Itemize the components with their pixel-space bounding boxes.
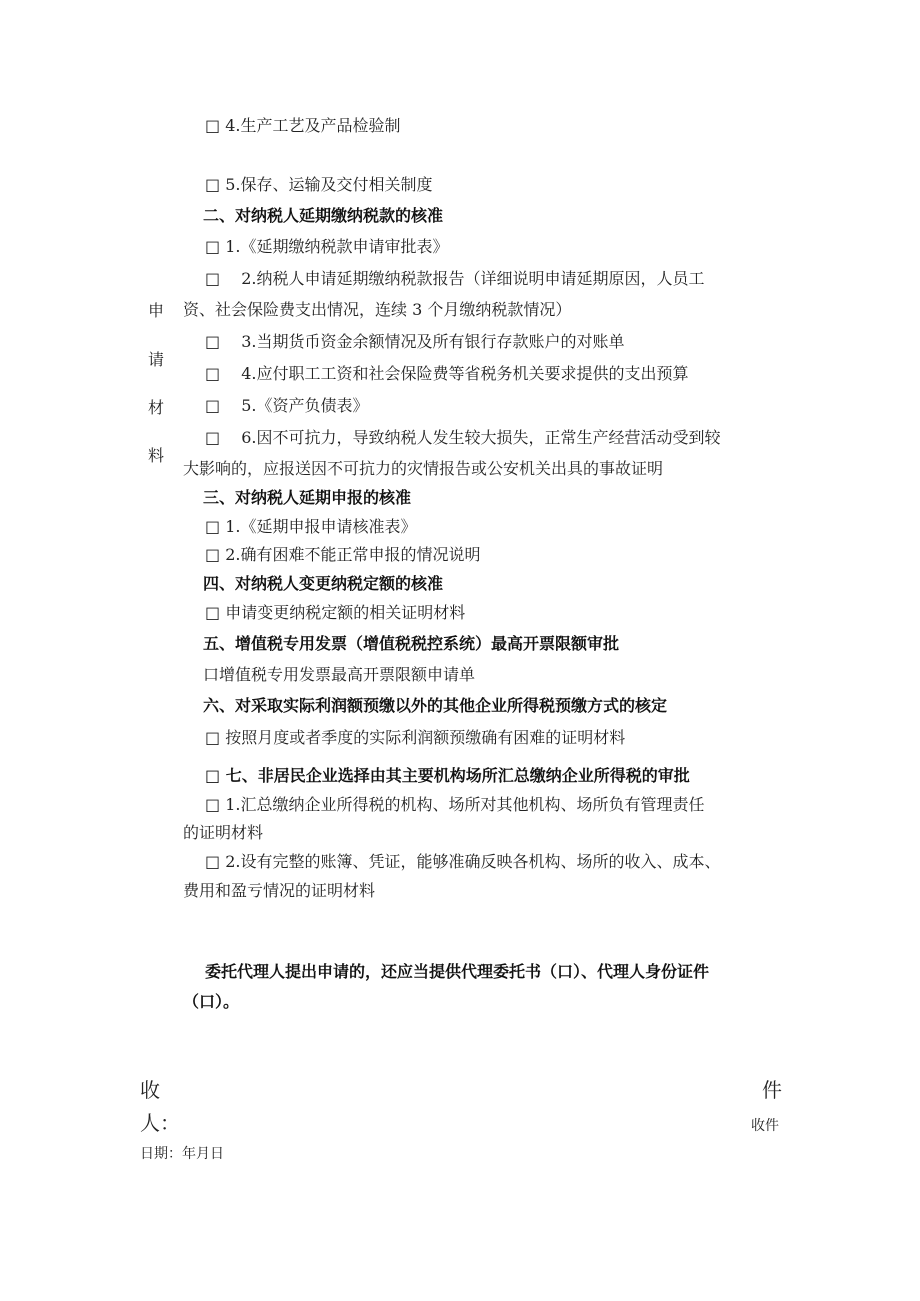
checklist-item: □ 按照月度或者季度的实际利润额预缴确有困难的证明材料 [205,728,626,747]
checklist-item: □ 2.设有完整的账簿、凭证，能够准确反映各机构、场所的收入、成本、 [205,852,721,871]
section-heading: 四、对纳税人变更纳税定额的核准 [203,574,444,593]
checklist-item: □ 1.汇总缴纳企业所得税的机构、场所对其他机构、场所负有管理责任 [205,795,705,814]
section-heading: 二、对纳税人延期缴纳税款的核准 [203,206,444,225]
checklist-item: □ 3.当期货币资金余额情况及所有银行存款账户的对账单 [205,332,625,351]
checklist-item-continued: 资、社会保险费支出情况，连续 3 个月缴纳税款情况） [183,300,572,319]
checklist-item: 口增值税专用发票最高开票限额申请单 [203,665,476,684]
checklist-item: □ 2.确有困难不能正常申报的情况说明 [205,545,481,564]
piece-label: 件 [762,1078,782,1102]
checklist-item: □ 1.《延期缴纳税款申请审批表》 [205,237,449,256]
checklist-item: □ 5.保存、运输及交付相关制度 [205,175,433,194]
checklist-item-continued: 的证明材料 [183,823,264,842]
checklist-item-continued: 大影响的，应报送因不可抗力的灾情报告或公安机关出具的事故证明 [183,459,664,478]
checklist-item: □ 4.应付职工工资和社会保险费等省税务机关要求提供的支出预算 [205,364,689,383]
agent-note-line: （口）。 [183,992,240,1011]
checklist-item: □ 申请变更纳税定额的相关证明材料 [205,603,466,622]
checklist-item: □ 6.因不可抗力，导致纳税人发生较大损失，正常生产经营活动受到较 [205,428,721,447]
receiver-label: 人： [140,1111,180,1135]
receipt-label: 收件 [751,1118,779,1134]
receiver-label: 收 [140,1078,160,1102]
section-heading: □ 七、非居民企业选择由其主要机构场所汇总缴纳企业所得税的审批 [205,766,690,785]
checklist-item: □ 4.生产工艺及产品检验制 [205,116,401,135]
section-heading: 六、对采取实际利润额预缴以外的其他企业所得税预缴方式的核定 [203,696,668,715]
section-heading: 三、对纳税人延期申报的核准 [203,488,412,507]
side-label-char: 材 [148,398,165,417]
side-label-char: 料 [148,446,165,465]
side-label-char: 申 [148,301,165,320]
section-heading: 五、增值税专用发票（增值税税控系统）最高开票限额审批 [203,634,620,653]
agent-note-line: 委托代理人提出申请的，还应当提供代理委托书（口）、代理人身份证件 [205,962,710,981]
checklist-item-continued: 费用和盈亏情况的证明材料 [183,881,376,900]
checklist-item: □ 1.《延期申报申请核准表》 [205,517,417,536]
checklist-item: □ 2.纳税人申请延期缴纳税款报告（详细说明申请延期原因，人员工 [205,269,705,288]
checklist-item: □ 5.《资产负债表》 [205,396,369,415]
side-label-char: 请 [148,350,165,369]
date-label: 日期：年月日 [140,1146,224,1162]
